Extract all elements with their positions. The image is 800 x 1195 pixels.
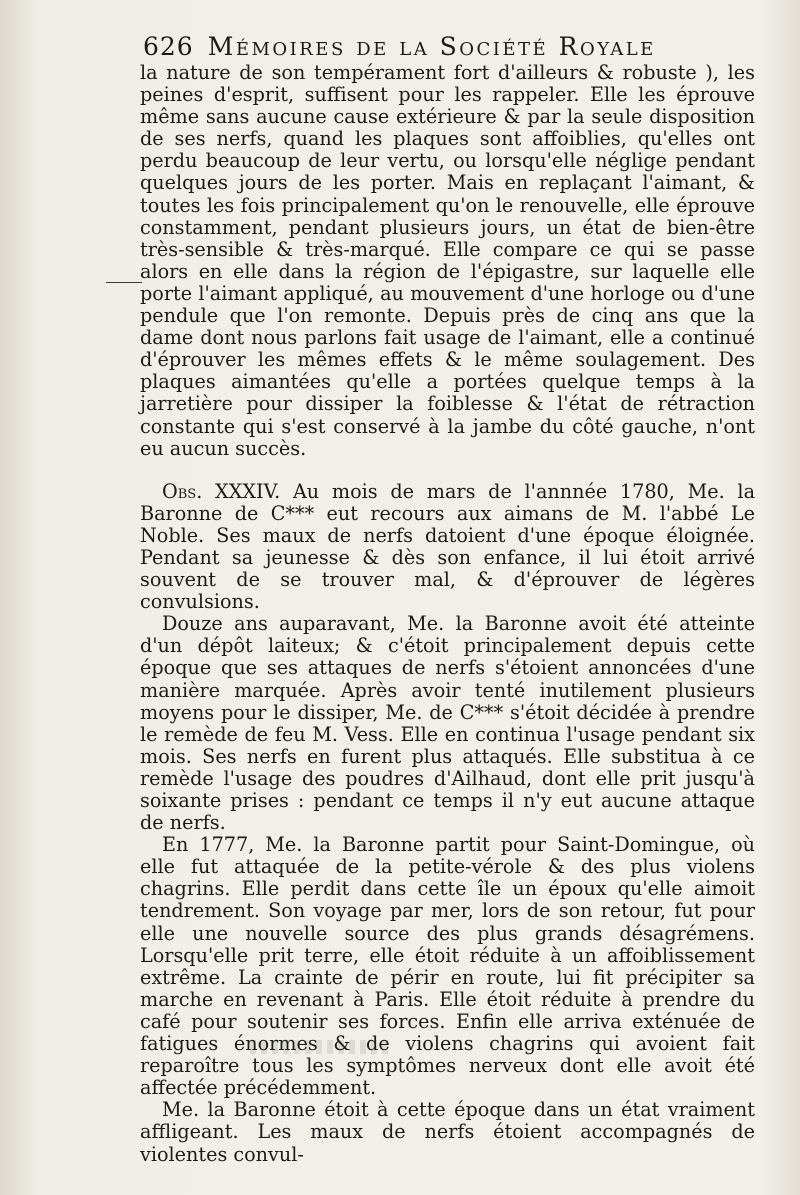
paragraph-observation [140,481,755,614]
page-number: 626 [143,32,194,61]
paragraph: Douze ans auparavant, Me. la Baronne avoit été atteinte d'un dépôt laiteux; & c'étoit principalement depuis cette époque que ses attaques de nerfs s'étoient annoncées d'une manière marquée. Après avoir tenté inutilement plusieurs moyens pour le dissiper, Me. de C*** s'étoit décidée à prendre le remède de feu M. Vess. Elle en continua l'usage pendant six mois. Ses nerfs en furent plus attaqués. Elle substitua à ce remède l'usage des poudres d'Ailhaud, dont elle prit jusqu'à soixante prises : pendant ce temps il n'y eut aucune attaque de nerfs. [140,612,755,835]
ink-bleed-through [250,1040,390,1054]
paragraph: En 1777, Me. la Baronne partit pour Saint-Domingue, où elle fut attaquée de la petite-vérole & des plus violens chagrins. Elle perdit dans cette île un époux qu'elle aimoit tendrement. Son voyage par mer, lors de son retour, fut pour elle une nouvelle source des plus grands désagrémens. Lorsqu'elle prit terre, elle étoit réduite à un affoiblissement extrême. La crainte de périr en route, lui fit précipiter sa marche en revenant à Paris. Elle étoit réduite à prendre du café pour soutenir ses forces. Enfin elle arriva exténuée de fatigues énormes & de violens chagrins qui avoient fait reparoître tous les symptômes nerveux dont elle avoit été affectée précédemment. [140,833,755,1100]
margin-mark [106,282,142,283]
observation-label: Obs. XXXIV. [162,479,281,503]
paragraph: Me. la Baronne étoit à cette époque dans un état vraiment affligeant. Les maux de nerfs étoient accompagnés de violentes convul- [140,1098,755,1166]
running-title: Mémoires de la Société Royale [207,32,656,61]
observation-text: Au mois de mars de l'annnée 1780, Me. la Baronne de C*** eut recours aux aimans de M. l'abbé Le Noble. Ses maux de nerfs datoient d'une époque éloignée. Pendant sa jeunesse & dès son enfance, il lui étoit arrivé souvent de se trouver mal, & d'éprouver de légères convulsions. [140,479,756,614]
body-text [140,62,755,1166]
paragraph-continuation: la nature de son tempérament fort d'ailleurs & robuste ), les peines d'esprit, suffisent pour les rappeler. Elle les éprouve même sans aucune cause extérieure & par la seule disposition de ses nerfs, quand les plaques sont affoiblies, qu'elles ont perdu beaucoup de leur vertu, ou lorsqu'elle néglige pendant quelques jours de les porter. Mais en replaçant l'aimant, & toutes les fois principalement qu'on le renouvelle, elle éprouve constamment, pendant plusieurs jours, un état de bien-être très-sensible & très-marqué. Elle compare ce qui se passe alors en elle dans la région de l'épigastre, sur laquelle elle porte l'aimant appliqué, au mouvement d'une horloge ou d'une pendule que l'on remonte. Depuis près de cinq ans que la dame dont nous parlons fait usage de l'aimant, elle a continué d'éprouver les mêmes effets & le même soulagement. Des plaques aimantées qu'elle a portées quelque temps à la jarretière pour dissiper la foiblesse & l'état de rétraction constante qui s'est conservé à la jambe du côté gauche, n'ont eu aucun succès. [140,61,755,460]
